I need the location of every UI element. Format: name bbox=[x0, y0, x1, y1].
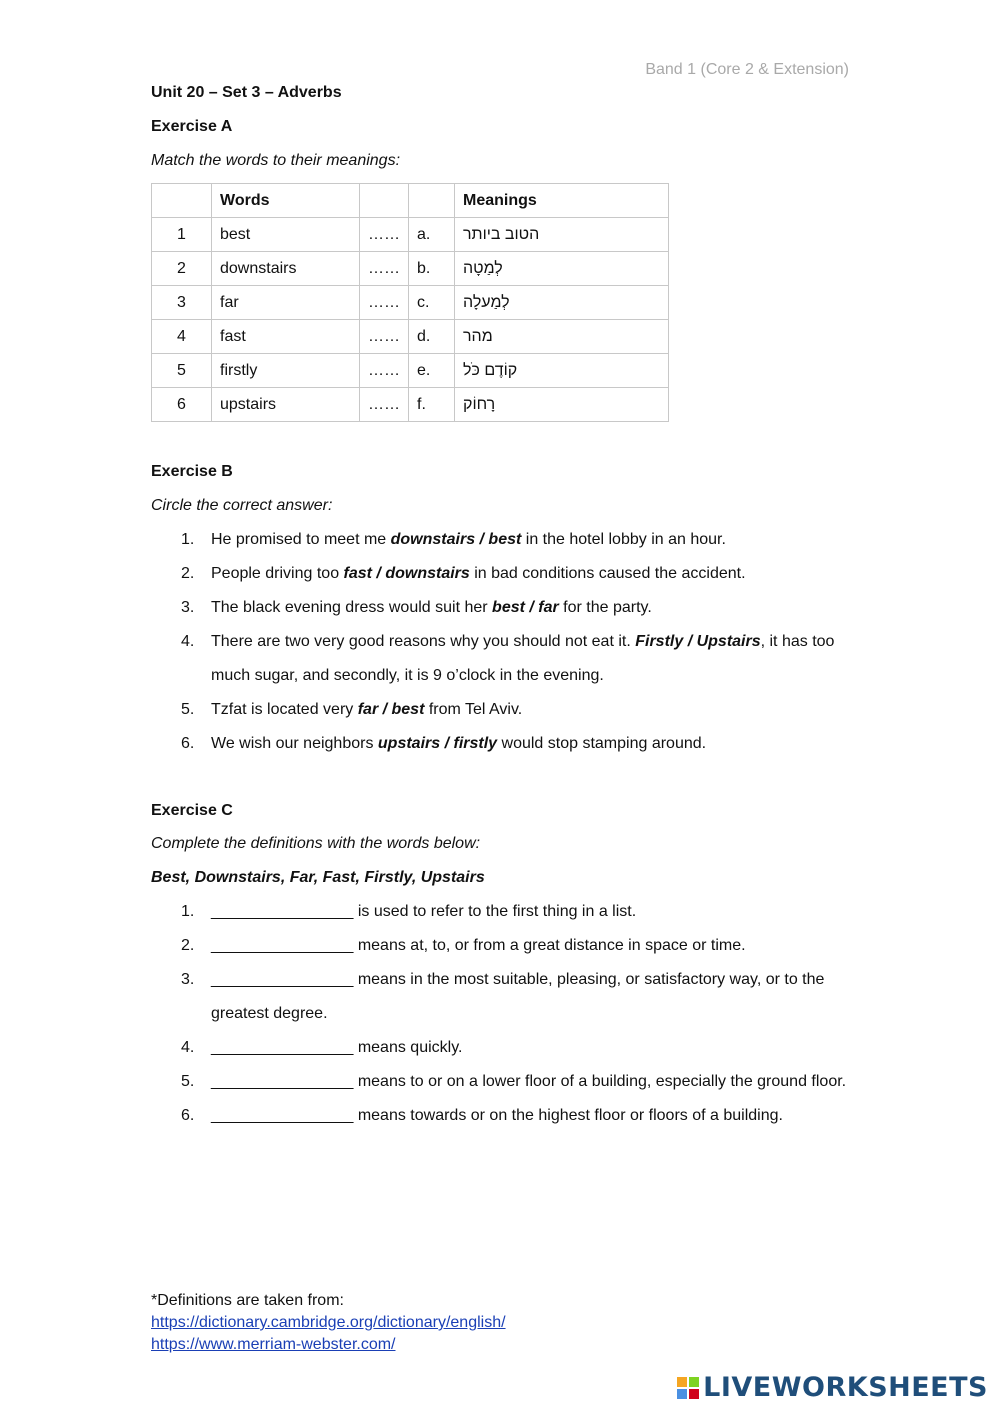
liveworksheets-logo bbox=[677, 1372, 988, 1403]
exercise-a-instruction: Match the words to their meanings: bbox=[151, 152, 401, 169]
item-text-before: We wish our neighbors bbox=[211, 735, 378, 752]
logo-square bbox=[677, 1389, 687, 1399]
row-letter: c. bbox=[409, 286, 455, 320]
row-meaning bbox=[455, 252, 669, 286]
item-number: 4. bbox=[181, 633, 195, 650]
row-word: downstairs bbox=[212, 252, 360, 286]
footer-sources bbox=[151, 1290, 506, 1356]
item-number: 1. bbox=[181, 531, 195, 548]
item-number: 3. bbox=[181, 971, 195, 988]
item-number: 2. bbox=[181, 565, 195, 582]
exercise-b-list bbox=[181, 523, 851, 761]
item-number: 1. bbox=[181, 903, 195, 920]
logo-square bbox=[677, 1377, 687, 1387]
answer-choice[interactable]: Firstly / Upstairs bbox=[635, 633, 761, 650]
row-number: 4 bbox=[152, 320, 212, 354]
definition-text: means in the most suitable, pleasing, or satisfactory way, or to the greatest degree. bbox=[211, 971, 825, 1022]
row-meaning bbox=[455, 354, 669, 388]
answer-choice[interactable]: upstairs / firstly bbox=[377, 735, 498, 752]
item-number: 4. bbox=[181, 1039, 195, 1056]
list-item bbox=[181, 693, 851, 727]
list-item bbox=[181, 929, 851, 963]
row-letter: a. bbox=[409, 218, 455, 252]
item-text-before: He promised to meet me bbox=[211, 531, 391, 548]
list-item bbox=[181, 963, 851, 1031]
exercise-a-heading: Exercise A bbox=[151, 118, 233, 135]
meaning-text: לְמַטָה bbox=[463, 259, 503, 277]
table-row bbox=[152, 354, 669, 388]
row-word: fast bbox=[212, 320, 360, 354]
meaning-text: הטוב ביותר bbox=[463, 225, 540, 243]
answer-blank[interactable]: …… bbox=[360, 252, 409, 286]
item-text-before: There are two very good reasons why you should not eat it. bbox=[211, 633, 636, 650]
item-number: 6. bbox=[181, 1107, 195, 1124]
item-number: 6. bbox=[181, 735, 195, 752]
answer-blank[interactable]: ________________ bbox=[211, 1107, 354, 1124]
answer-blank[interactable]: ________________ bbox=[211, 903, 354, 920]
meaning-text: מהר bbox=[463, 327, 493, 345]
definition-text: is used to refer to the first thing in a list. bbox=[353, 903, 637, 920]
table-header-row bbox=[152, 184, 669, 218]
answer-blank[interactable]: ________________ bbox=[211, 1039, 354, 1056]
row-letter: f. bbox=[409, 388, 455, 422]
answer-blank[interactable]: …… bbox=[360, 320, 409, 354]
table-row bbox=[152, 252, 669, 286]
meaning-text: לְמַעלָה bbox=[463, 293, 510, 311]
header-meanings: Meanings bbox=[455, 184, 669, 218]
row-letter: e. bbox=[409, 354, 455, 388]
list-item bbox=[181, 895, 851, 929]
header-words: Words bbox=[212, 184, 360, 218]
row-letter: d. bbox=[409, 320, 455, 354]
item-text-after: would stop stamping around. bbox=[497, 735, 707, 752]
exercise-c-heading: Exercise C bbox=[151, 802, 233, 819]
item-text-after: from Tel Aviv. bbox=[424, 701, 523, 718]
matching-table bbox=[151, 183, 669, 422]
list-item bbox=[181, 625, 851, 693]
answer-choice[interactable]: best / far bbox=[492, 599, 559, 616]
item-text-after: for the party. bbox=[558, 599, 652, 616]
answer-blank[interactable]: ________________ bbox=[211, 1073, 354, 1090]
table-row bbox=[152, 286, 669, 320]
row-meaning bbox=[455, 388, 669, 422]
definition-text: means to or on a lower floor of a building, especially the ground floor. bbox=[353, 1073, 847, 1090]
list-item bbox=[181, 1099, 851, 1133]
logo-mark-icon bbox=[677, 1377, 699, 1399]
row-word: upstairs bbox=[212, 388, 360, 422]
item-text-after: , it has too much sugar, and secondly, it is 9 o’clock in the evening. bbox=[211, 633, 835, 684]
list-item bbox=[181, 727, 851, 761]
header-dots-cell bbox=[360, 184, 409, 218]
list-item bbox=[181, 1031, 851, 1065]
footer-note: *Definitions are taken from: bbox=[151, 1292, 344, 1309]
item-number: 5. bbox=[181, 1073, 195, 1090]
cambridge-link[interactable]: https://dictionary.cambridge.org/dictionary/english/ bbox=[151, 1314, 506, 1331]
answer-choice[interactable]: downstairs / best bbox=[390, 531, 522, 548]
row-letter: b. bbox=[409, 252, 455, 286]
logo-square bbox=[689, 1377, 699, 1387]
item-number: 2. bbox=[181, 937, 195, 954]
answer-choice[interactable]: far / best bbox=[357, 701, 425, 718]
answer-blank[interactable]: …… bbox=[360, 354, 409, 388]
item-text-before: Tzfat is located very bbox=[211, 701, 358, 718]
row-word: best bbox=[212, 218, 360, 252]
item-text-after: in the hotel lobby in an hour. bbox=[521, 531, 726, 548]
exercise-c-instruction: Complete the definitions with the words below: bbox=[151, 835, 481, 852]
row-number: 5 bbox=[152, 354, 212, 388]
row-number: 3 bbox=[152, 286, 212, 320]
definition-text: means at, to, or from a great distance in space or time. bbox=[353, 937, 746, 954]
exercise-c-list bbox=[181, 895, 851, 1133]
header-letter-cell bbox=[409, 184, 455, 218]
row-word: far bbox=[212, 286, 360, 320]
logo-square bbox=[689, 1389, 699, 1399]
exercise-b-heading: Exercise B bbox=[151, 463, 233, 480]
answer-blank[interactable]: ________________ bbox=[211, 937, 354, 954]
answer-blank[interactable]: …… bbox=[360, 286, 409, 320]
word-bank: Best, Downstairs, Far, Fast, Firstly, Upstairs bbox=[151, 869, 485, 886]
meaning-text: קוֹדֶם כֹּל bbox=[463, 361, 518, 379]
list-item bbox=[181, 557, 851, 591]
list-item bbox=[181, 1065, 851, 1099]
list-item bbox=[181, 523, 851, 557]
definition-text: means towards or on the highest floor or floors of a building. bbox=[353, 1107, 783, 1124]
list-item bbox=[181, 591, 851, 625]
row-meaning bbox=[455, 286, 669, 320]
item-number: 3. bbox=[181, 599, 195, 616]
row-meaning bbox=[455, 320, 669, 354]
logo-text: LIVEWORKSHEETS bbox=[703, 1372, 988, 1403]
row-word: firstly bbox=[212, 354, 360, 388]
item-number: 5. bbox=[181, 701, 195, 718]
definition-text: means quickly. bbox=[353, 1039, 463, 1056]
row-number: 1 bbox=[152, 218, 212, 252]
answer-blank[interactable]: …… bbox=[360, 388, 409, 422]
page-title: Unit 20 – Set 3 – Adverbs bbox=[151, 84, 342, 101]
row-meaning bbox=[455, 218, 669, 252]
table-row bbox=[152, 218, 669, 252]
row-number: 2 bbox=[152, 252, 212, 286]
header-num-cell bbox=[152, 184, 212, 218]
item-text-before: People driving too bbox=[211, 565, 344, 582]
table-row bbox=[152, 320, 669, 354]
band-label: Band 1 (Core 2 & Extension) bbox=[645, 61, 849, 78]
row-number: 6 bbox=[152, 388, 212, 422]
table-row bbox=[152, 388, 669, 422]
exercise-b-instruction: Circle the correct answer: bbox=[151, 497, 333, 514]
item-text-before: The black evening dress would suit her bbox=[211, 599, 493, 616]
merriam-webster-link[interactable]: https://www.merriam-webster.com/ bbox=[151, 1336, 396, 1353]
item-text-after: in bad conditions caused the accident. bbox=[469, 565, 746, 582]
meaning-text: רָחוֹק bbox=[463, 395, 496, 413]
answer-blank[interactable]: ________________ bbox=[211, 971, 354, 988]
answer-choice[interactable]: fast / downstairs bbox=[343, 565, 470, 582]
answer-blank[interactable]: …… bbox=[360, 218, 409, 252]
